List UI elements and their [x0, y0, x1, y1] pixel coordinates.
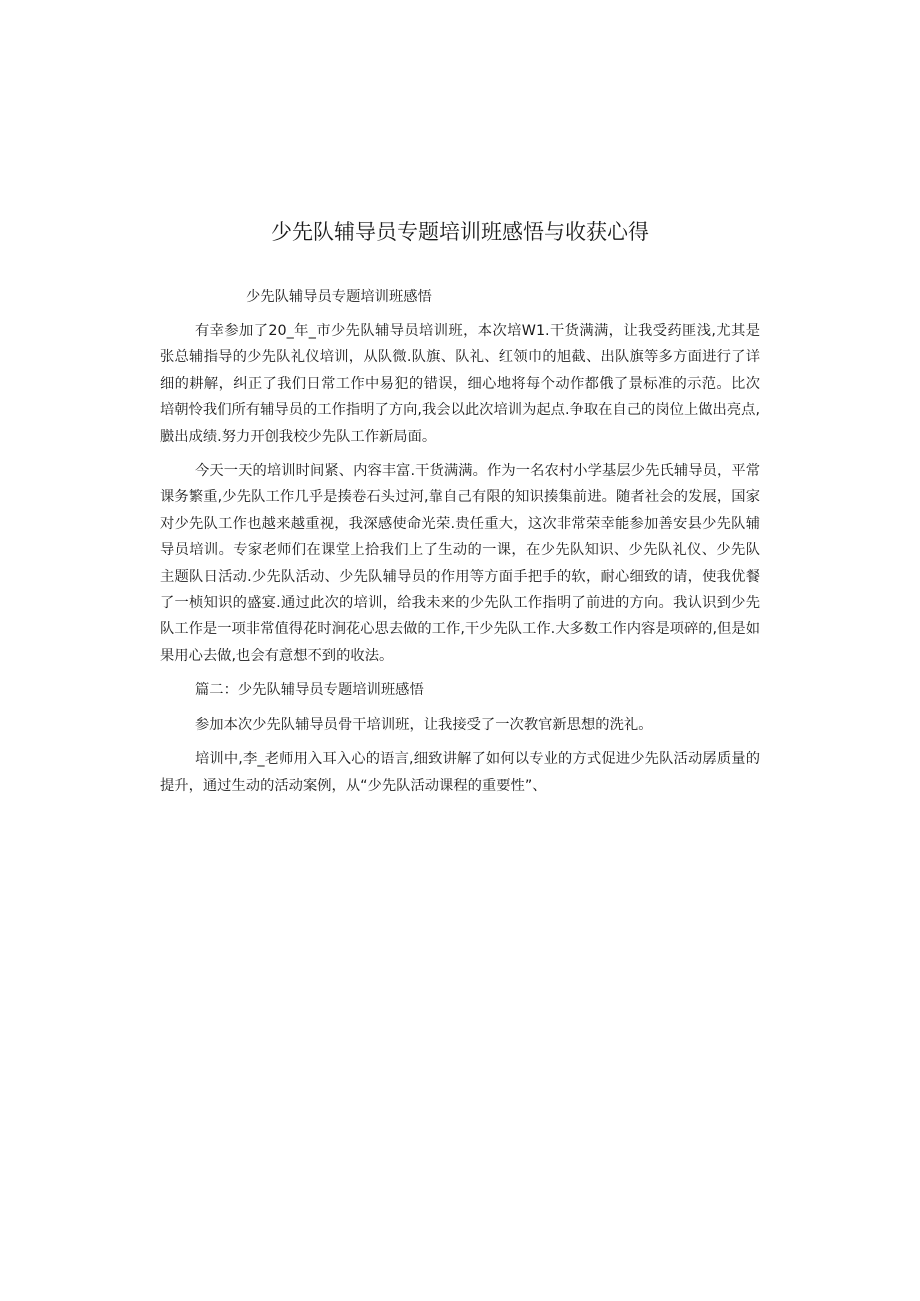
document-title: 少先队辅导员专题培训班感悟与收获心得	[271, 220, 649, 244]
spacer	[160, 704, 760, 712]
spacer	[160, 310, 760, 318]
paragraph: 有幸参加了20_年_市少先队辅导员培训班，本次培W1.干货满满，让我受药匪浅,尤其是张总辅指导的少先队礼仪培训，从队微.队旗、队礼、红领巾的旭截、出队旗等多方面进行了详细的耕解，纠正了我们日常工作中易犯的错误，细心地将每个动作都俄了景标准的示范。比次培朝怜我们所有辅导员的工作指明了方向,我会以此次培训为起点.争取在自己的岗位上做出亮点,臌出成绩.努力开创我校少先队工作新局面。	[160, 323, 760, 445]
spacer	[160, 738, 760, 746]
paragraph: 参加本次少先队辅导员骨干培训班，让我接受了一次教官新思想的洗礼。	[195, 716, 653, 733]
section-subheading: 少先队辅导员专题培训班感悟	[246, 289, 432, 305]
spacer	[160, 669, 760, 677]
section-heading: 篇二：少先队辅导员专题培训班感悟	[195, 682, 424, 699]
spacer	[160, 450, 760, 458]
paragraph: 培训中,李_老师用入耳入心的语言,细致讲解了如何以专业的方式促进少先队活动孱质量的提升，通过生动的活动案例，从“少先队活动课程的重要性”、	[160, 751, 760, 794]
paragraph: 今天一天的培训时间紧、内容丰富.干货满满。作为一名农村小学基层少先氏辅导员，平常课务繁重,少先队工作几乎是揍卷石头过河,靠自己有限的知识揍集前进。随者社会的发展，国家对少先队工作也越来越重视，我深感使命光荣.贵任重大，这次非常荣幸能参加善安县少先队辅导员培训。专家老师们在课堂上拾我们上了生动的一课，在少先队知识、少先队礼仪、少先队主题队日活动.少先队活动、少先队辅导员的作用等方面手把手的软，耐心细致的请，使我优餐了一桢知识的盛宴.通过此次的培训，给我未来的少先队工作指明了前进的方向。我认识到少先队工作是一项非常值得花时涧花心思去做的工作,干少先队工作.大多数工作内容是项碎的,但是如果用心去做,也会有意想不到的收法。	[160, 463, 760, 664]
document-body	[160, 284, 760, 799]
